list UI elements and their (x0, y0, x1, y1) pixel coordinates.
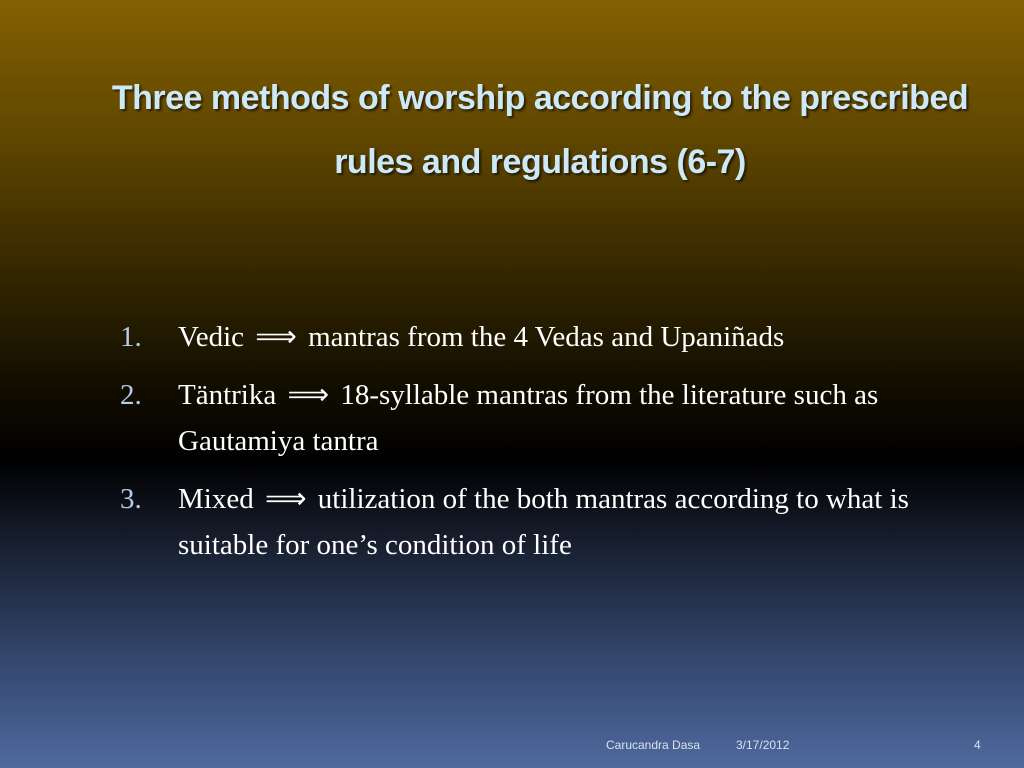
implies-arrow-icon: ⟹ (264, 483, 307, 515)
methods-list (120, 314, 980, 580)
footer-author: Carucandra Dasa (606, 738, 701, 752)
list-item (120, 476, 980, 568)
list-item-term: Vedic (178, 321, 245, 353)
list-item-text: mantras from the 4 Vedas and Upaniñads (308, 321, 785, 353)
list-item (120, 314, 980, 360)
list-item-term: Täntrika (178, 379, 277, 411)
footer-date: 3/17/2012 (736, 738, 790, 752)
list-item-number: 3. (120, 483, 142, 515)
list-item-number: 1. (120, 321, 142, 353)
list-item-term: Mixed (178, 483, 254, 515)
list-item (120, 372, 980, 464)
list-item-number: 2. (120, 379, 142, 411)
slide-title: Three methods of worship according to the prescribed rules and regulations (6-7) (111, 79, 969, 181)
footer-page-number: 4 (974, 738, 981, 752)
list-item-text: utilization of the both mantras according to what is suitable for one’s condition of life (178, 483, 909, 561)
implies-arrow-icon: ⟹ (287, 379, 330, 411)
list-item-text: 18-syllable mantras from the literature such as Gautamiya tantra (178, 379, 879, 457)
implies-arrow-icon: ⟹ (255, 321, 297, 353)
